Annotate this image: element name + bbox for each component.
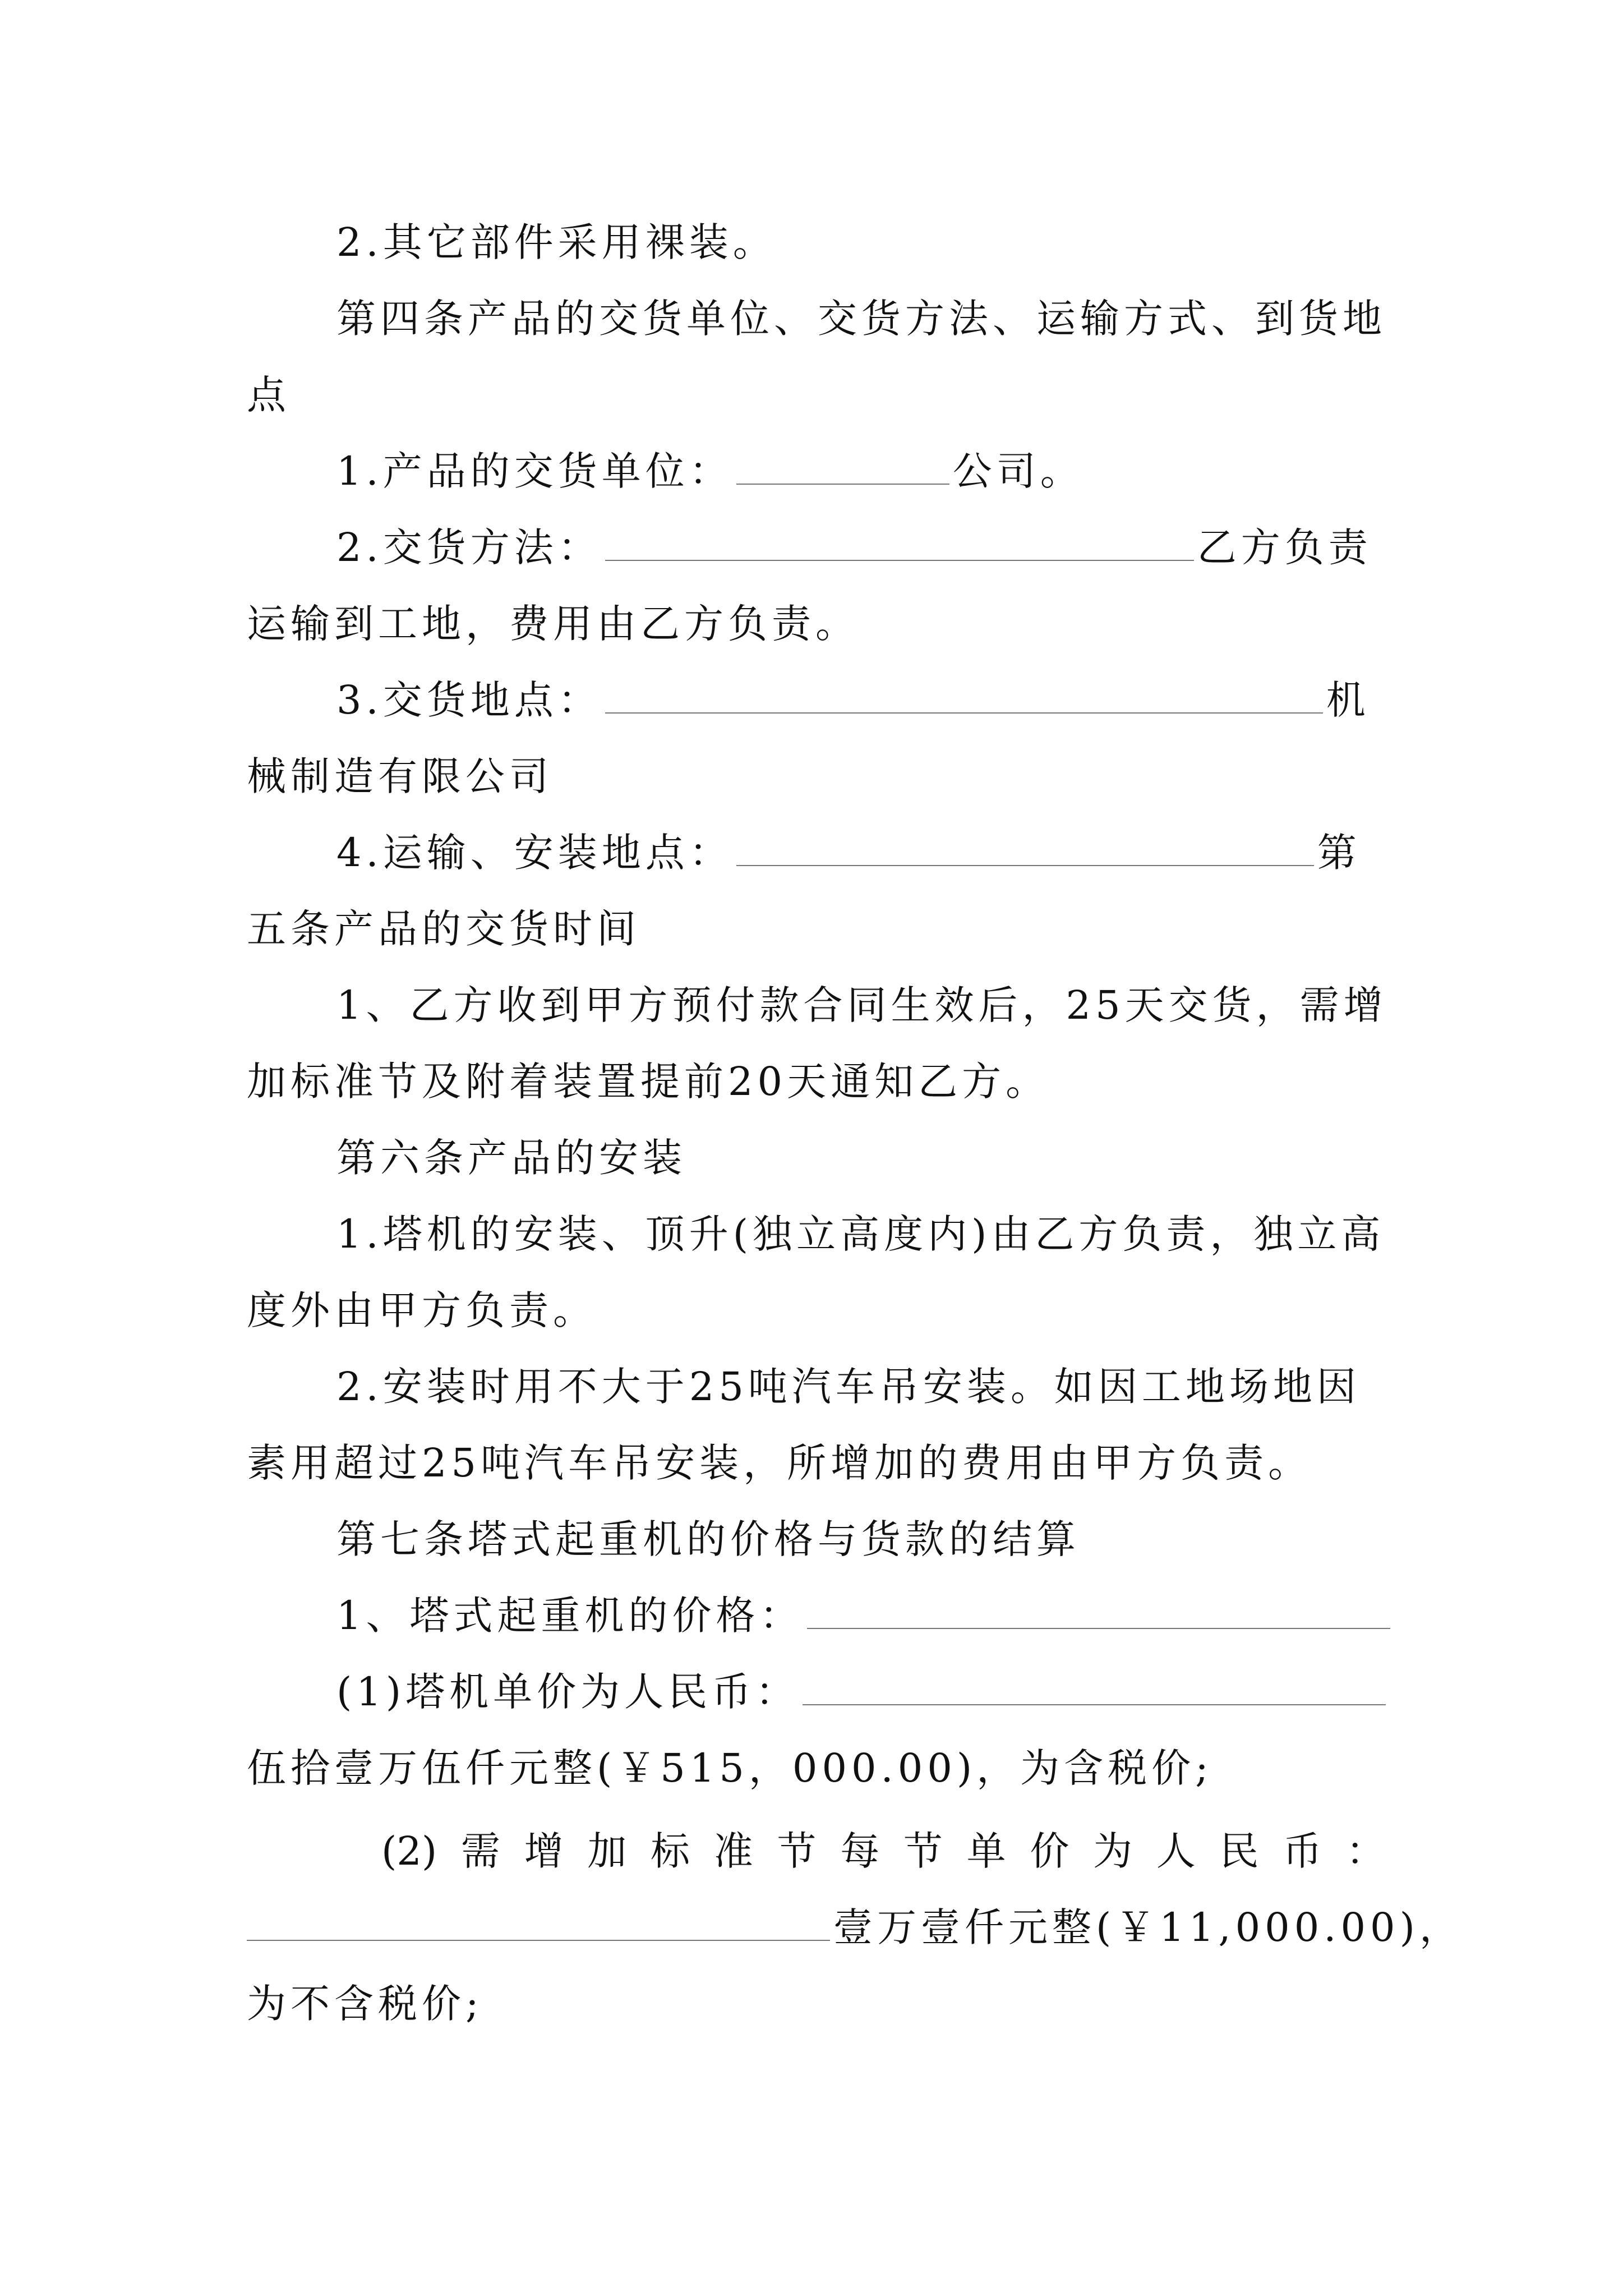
line-text: 3.交货地点： — [336, 677, 602, 723]
paragraph-line — [336, 1664, 1389, 1720]
line-text: 2.交货方法： — [336, 524, 602, 570]
line-text: 1.产品的交货单位： — [336, 448, 733, 494]
section-heading — [336, 291, 1386, 347]
paragraph-line — [247, 1282, 597, 1338]
line-char: 节 — [777, 1828, 817, 1874]
line-char: 标 — [651, 1828, 690, 1874]
paragraph-line — [247, 1053, 1049, 1110]
line-char: 增 — [524, 1828, 564, 1874]
paragraph-line — [336, 443, 1084, 499]
fill-in-blank — [247, 1906, 830, 1941]
paragraph-line — [247, 596, 859, 652]
paragraph-line — [336, 519, 1372, 576]
line-text: (1)塔机单价为人民币： — [336, 1669, 800, 1715]
line-char: 节 — [903, 1828, 943, 1874]
paragraph-line — [336, 977, 1387, 1033]
line-char: 民 — [1219, 1828, 1259, 1874]
line-text: 1.塔机的安装、顶升(独立高度内)由乙方负责，独立高 — [336, 1211, 1385, 1257]
line-char: 人 — [1156, 1828, 1196, 1874]
line-text: 度外由甲方负责。 — [247, 1287, 597, 1333]
line-text: 公司。 — [952, 448, 1084, 494]
paragraph-line — [247, 748, 553, 804]
paragraph-line — [336, 1206, 1385, 1262]
fill-in-blank — [736, 831, 1314, 866]
line-char: ： — [1345, 1828, 1385, 1874]
line-text: 2.其它部件采用裸装。 — [336, 219, 777, 265]
line-text: 运输到工地，费用由乙方负责。 — [247, 601, 859, 647]
paragraph-line — [247, 1740, 1213, 1796]
paragraph-line — [336, 1359, 1361, 1415]
fill-in-blank — [736, 450, 949, 485]
line-text: 械制造有限公司 — [247, 753, 553, 799]
paragraph-line — [247, 367, 291, 423]
line-char: 需 — [460, 1828, 500, 1874]
line-text: 第七条塔式起重机的价格与货款的结算 — [336, 1516, 1080, 1562]
justified-line — [381, 1823, 1385, 1879]
line-text: 1、乙方收到甲方预付款合同生效后，25天交货，需增 — [336, 982, 1387, 1028]
line-char: 币 — [1283, 1828, 1322, 1874]
paragraph-line — [247, 1976, 483, 2032]
section-heading — [336, 1130, 686, 1186]
line-char: 准 — [713, 1828, 753, 1874]
line-text: 伍拾壹万伍仟元整(￥515，000.00)，为含税价; — [247, 1745, 1213, 1791]
line-char: 单 — [966, 1828, 1006, 1874]
line-text: 五条产品的交货时间 — [247, 906, 640, 952]
line-char: 为 — [1093, 1828, 1133, 1874]
line-text: 机 — [1326, 677, 1370, 723]
line-char: (2) — [381, 1828, 437, 1874]
paragraph-line — [336, 825, 1361, 881]
paragraph-line — [336, 672, 1370, 728]
fill-in-blank — [807, 1594, 1390, 1629]
paragraph-line — [247, 1899, 1463, 1955]
paragraph-line — [336, 214, 777, 270]
line-char: 每 — [840, 1828, 880, 1874]
line-text: 1、塔式起重机的价格： — [336, 1593, 804, 1639]
section-heading — [247, 901, 640, 957]
line-text: 4.运输、安装地点： — [336, 830, 733, 876]
line-text: 第六条产品的安装 — [336, 1135, 686, 1181]
line-text: 壹万壹仟元整(￥11,000.00)， — [833, 1904, 1463, 1950]
fill-in-blank — [605, 679, 1323, 714]
line-text: 为不含税价; — [247, 1981, 483, 2027]
line-text: 点 — [247, 372, 291, 418]
line-text: 2.安装时用不大于25吨汽车吊安装。如因工地场地因 — [336, 1364, 1361, 1410]
line-char: 加 — [587, 1828, 627, 1874]
fill-in-blank — [605, 526, 1194, 561]
paragraph-line — [247, 1435, 1312, 1491]
fill-in-blank — [803, 1671, 1386, 1705]
section-heading — [336, 1511, 1080, 1567]
line-text: 素用超过25吨汽车吊安装，所增加的费用由甲方负责。 — [247, 1440, 1312, 1486]
line-text: 乙方负责 — [1197, 524, 1372, 570]
line-text: 第 — [1317, 830, 1361, 876]
line-text: 加标准节及附着装置提前20天通知乙方。 — [247, 1059, 1050, 1105]
line-char: 价 — [1030, 1828, 1069, 1874]
paragraph-line — [336, 1588, 1394, 1644]
line-text: 第四条产品的交货单位、交货方法、运输方式、到货地 — [336, 296, 1386, 342]
